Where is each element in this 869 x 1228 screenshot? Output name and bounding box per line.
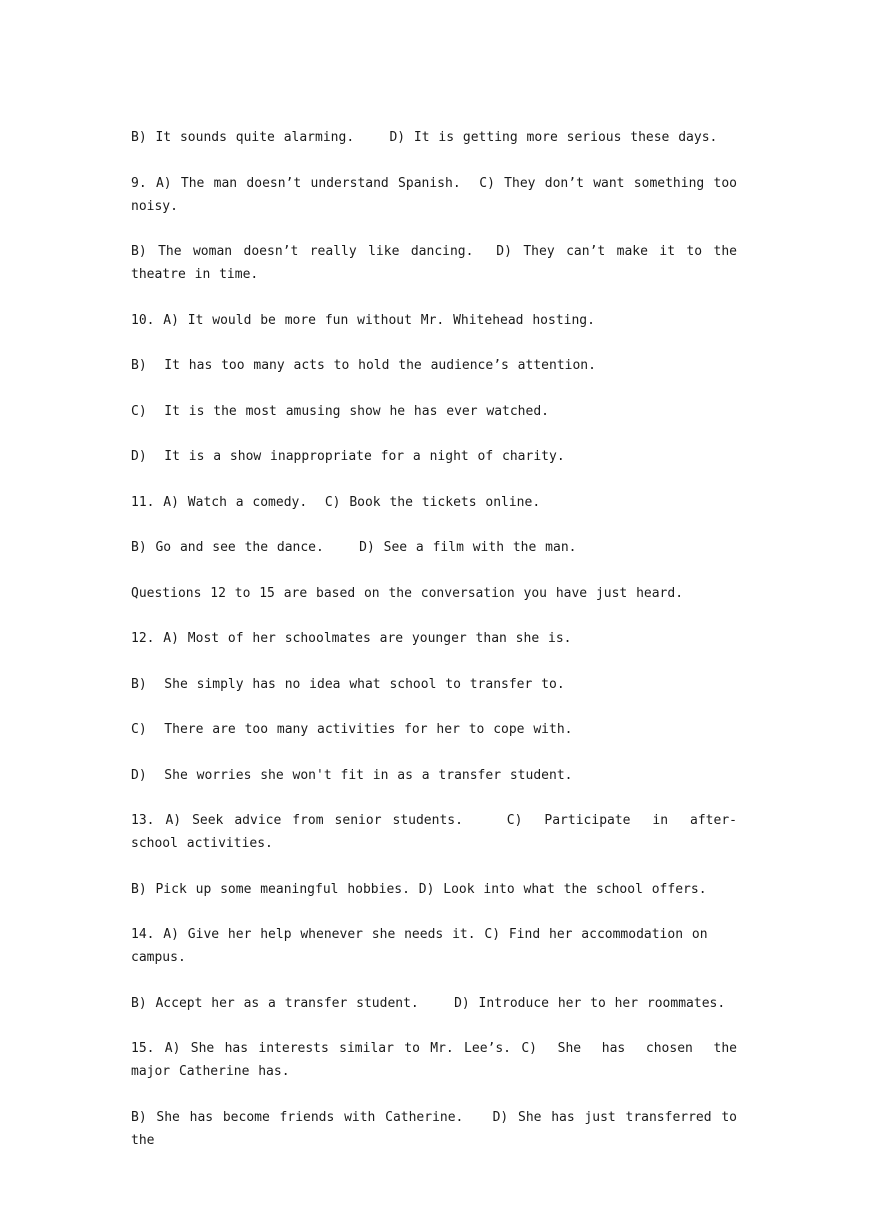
question-10-option-c: C) It is the most amusing show he has ever watched. xyxy=(131,403,549,419)
question-12-option-d: D) She worries she won't fit in as a transfer student. xyxy=(131,767,573,783)
question-14-options-ac: 14. A) Give her help whenever she needs it. C) Find her accommodation on campus. xyxy=(131,927,717,965)
question-12-option-a: 12. A) Most of her schoolmates are younger than she is. xyxy=(131,631,572,646)
question-14-options-bd: B) Accept her as a transfer student. D) Introduce her to her roommates. xyxy=(131,995,726,1011)
question-13-options-bd: B) Pick up some meaningful hobbies. D) Look into what the school offers. xyxy=(131,881,707,897)
question-13-options-ac: 13. A) Seek advice from senior students. C) Participate in after-school activities. xyxy=(131,813,737,851)
question-10-option-d: D) It is a show inappropriate for a night of charity. xyxy=(131,449,565,464)
question-10-option-b: B) It has too many acts to hold the audience’s attention. xyxy=(131,358,596,373)
question-11-options-bd: B) Go and see the dance. D) See a film with the man. xyxy=(131,540,577,555)
section-instruction: Questions 12 to 15 are based on the conversation you have just heard. xyxy=(131,585,684,601)
option-line-8b: B) It sounds quite alarming. D) It is getting more serious these days. xyxy=(131,130,718,145)
question-11-options-ac: 11. A) Watch a comedy. C) Book the tickets online. xyxy=(131,494,541,510)
question-9-options-ac: 9. A) The man doesn’t understand Spanish. C) They don’t want something too noisy. xyxy=(131,175,746,214)
question-10-option-a: 10. A) It would be more fun without Mr. Whitehead hosting. xyxy=(131,312,595,328)
question-12-option-b: B) She simply has no idea what school to transfer to. xyxy=(131,676,565,692)
question-9-options-bd: B) The woman doesn’t really like dancing. D) They can’t make it to the theatre in time. xyxy=(131,244,746,282)
question-15-options-bd: B) She has become friends with Catherine. D) She has just transferred to the xyxy=(131,1109,746,1148)
question-15-options-ac: 15. A) She has interests similar to Mr. Lee’s. C) She has chosen the major Catherine has. xyxy=(131,1041,755,1079)
document-page xyxy=(131,126,755,1174)
question-12-option-c: C) There are too many activities for her to cope with. xyxy=(131,722,573,737)
